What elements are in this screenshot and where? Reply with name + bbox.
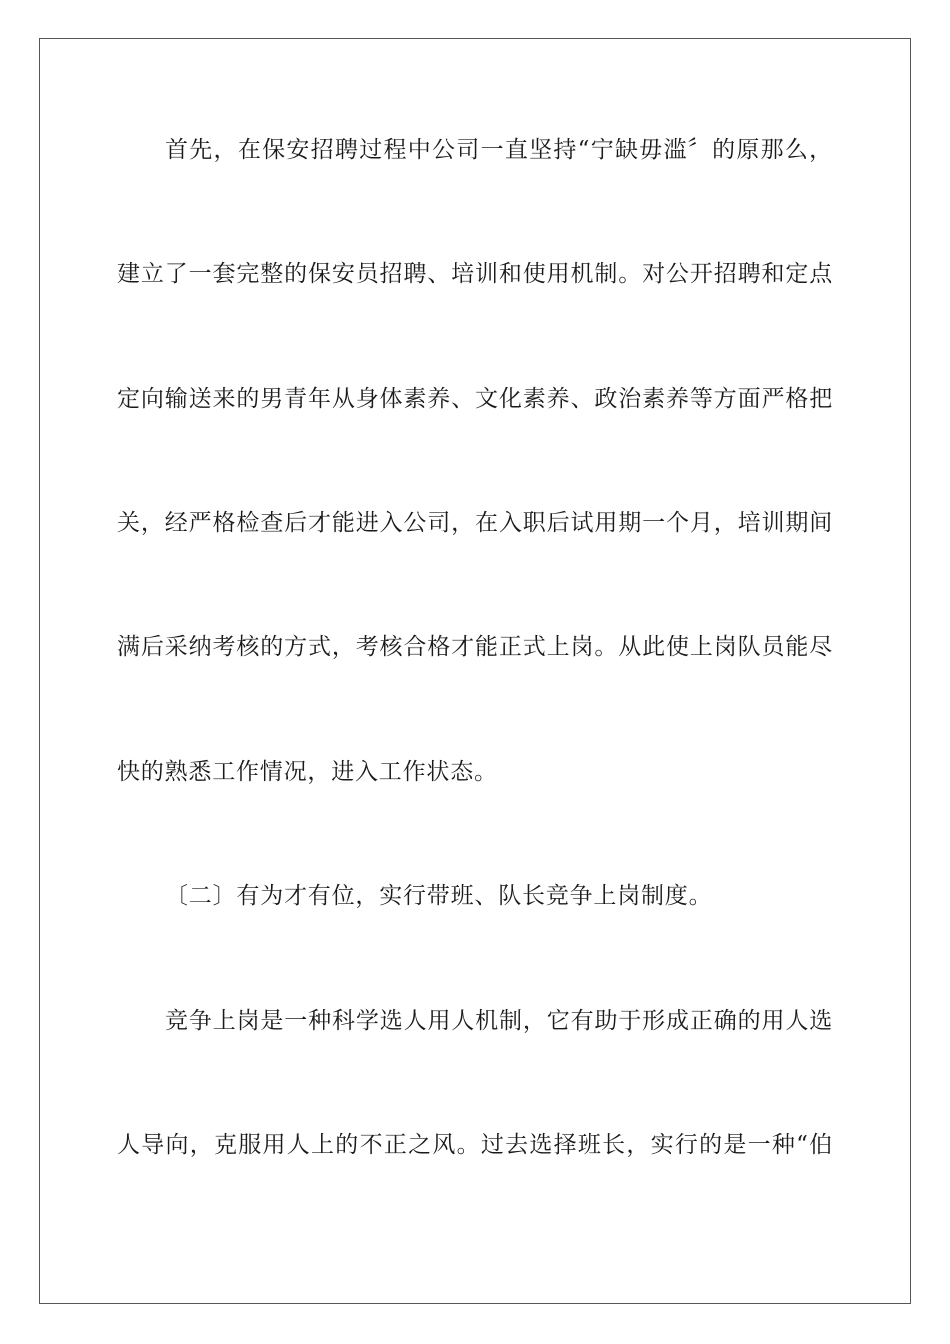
paragraph-1-line-1: 首先，在保安招聘过程中公司一直坚持“宁缺毋滥〞的原那么， [165,137,833,163]
page-border [39,38,911,1304]
paragraph-1-line-6: 快的熟悉工作情况，进入工作状态。 [117,759,498,785]
paragraph-1-line-5: 满后采纳考核的方式，考核合格才能正式上岗。从此使上岗队员能尽 [117,634,833,660]
paragraph-1-line-3: 定向输送来的男青年从身体素养、文化素养、政治素养等方面严格把 [117,386,833,412]
paragraph-1-line-2: 建立了一套完整的保安员招聘、培训和使用机制。对公开招聘和定点 [117,261,833,287]
paragraph-2-line-2: 人导向，克服用人上的不正之风。过去选择班长，实行的是一种“伯 [117,1132,833,1158]
section-heading: 〔二〕有为才有位，实行带班、队长竞争上岗制度。 [165,883,713,909]
paragraph-1-line-4: 关，经严格检查后才能进入公司，在入职后试用期一个月，培训期间 [117,510,833,536]
paragraph-2-line-1: 竞争上岗是一种科学选人用人机制，它有助于形成正确的用人选 [165,1008,833,1034]
